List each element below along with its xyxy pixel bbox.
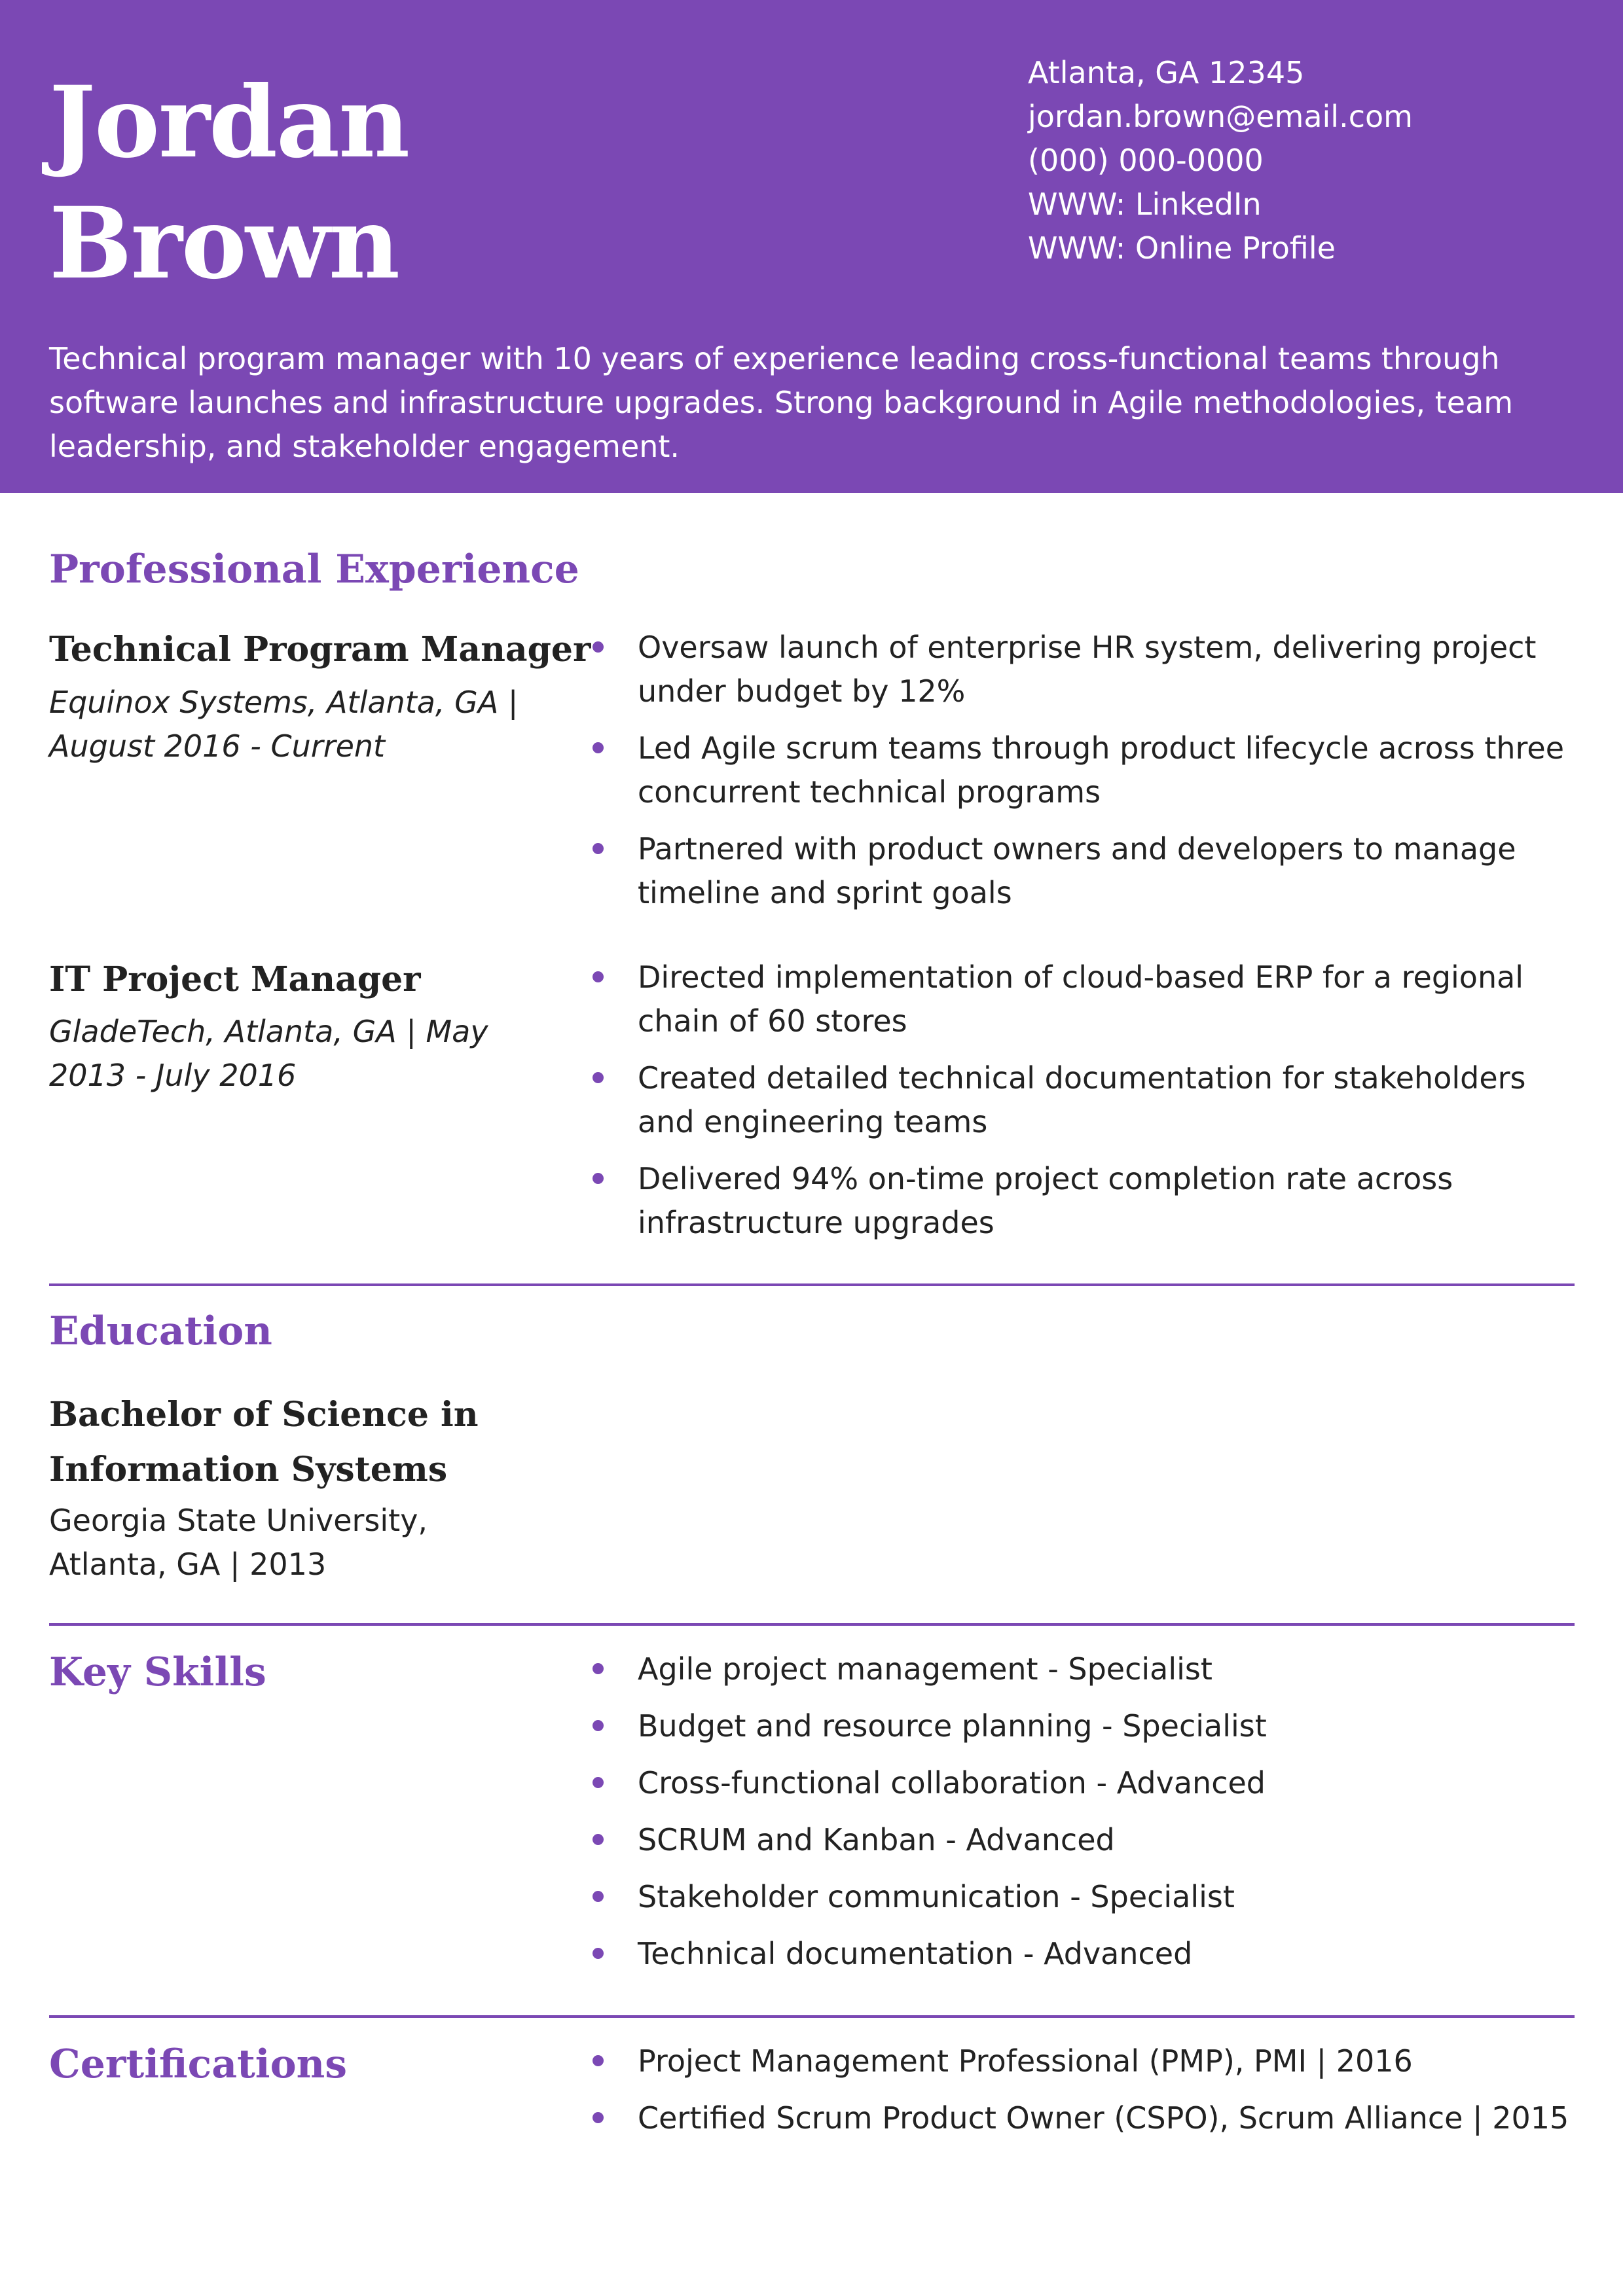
job-bullet: Directed implementation of cloud-based ERP for a regional chain of 60 stores [589,956,1584,1043]
section-divider [49,2015,1575,2018]
job-bullet: Led Agile scrum teams through product lifecycle across three concurrent technical programs [589,726,1584,814]
skills-list [589,1647,1584,1989]
education-degree: Bachelor of Science in Information Systems [49,1395,479,1490]
first-name: Jordan [49,65,409,180]
section-divider [49,1623,1575,1626]
job-meta: Equinox Systems, Atlanta, GA | August 2016 - Current [49,685,519,764]
job-bullet: Created detailed technical documentation for stakeholders and engineering teams [589,1056,1584,1144]
skill-item: Cross-functional collaboration - Advanced [589,1761,1584,1805]
skill-item: Technical documentation - Advanced [589,1932,1584,1976]
certifications-heading: Certifications [49,2041,348,2087]
skill-item: Stakeholder communication - Specialist [589,1875,1584,1919]
job-bullets [589,626,1584,928]
certifications-list [589,2039,1584,2153]
last-name: Brown [49,186,399,301]
contact-linkedin-link[interactable]: WWW: LinkedIn [1028,187,1262,222]
contact-email[interactable]: jordan.brown@email.com [1028,99,1413,134]
job-title: IT Project Manager [49,960,421,999]
skill-item: SCRUM and Kanban - Advanced [589,1818,1584,1862]
professional-summary: Technical program manager with 10 years of experience leading cross-functional teams through software launches and infrastructure upgrades. Strong background in Agile methodologies, team leadership, and stakeholder engagement. [49,341,1514,464]
certification-item: Certified Scrum Product Owner (CSPO), Scrum Alliance | 2015 [589,2096,1584,2140]
contact-phone: (000) 000-0000 [1028,143,1264,178]
job-bullet: Delivered 94% on-time project completion rate across infrastructure upgrades [589,1157,1584,1245]
job-bullet: Partnered with product owners and developers to manage timeline and sprint goals [589,827,1584,915]
section-divider [49,1283,1575,1286]
contact-info [1028,51,1413,270]
education-school: Georgia State University, Atlanta, GA | 2013 [49,1503,428,1582]
certification-item: Project Management Professional (PMP), PMI | 2016 [589,2039,1584,2083]
job-title: Technical Program Manager [49,630,591,670]
job-bullets [589,956,1584,1258]
contact-profile-link[interactable]: WWW: Online Profile [1028,230,1336,266]
candidate-name [49,62,409,304]
job-meta: GladeTech, Atlanta, GA | May 2013 - July 2016 [49,1014,488,1093]
education-heading: Education [49,1308,272,1354]
skills-heading: Key Skills [49,1649,266,1695]
header-banner [0,0,1623,493]
contact-location: Atlanta, GA 12345 [1028,55,1305,90]
skill-item: Budget and resource planning - Specialist [589,1704,1584,1748]
skill-item: Agile project management - Specialist [589,1647,1584,1691]
job-bullet: Oversaw launch of enterprise HR system, delivering project under budget by 12% [589,626,1584,713]
experience-heading: Professional Experience [49,547,579,592]
